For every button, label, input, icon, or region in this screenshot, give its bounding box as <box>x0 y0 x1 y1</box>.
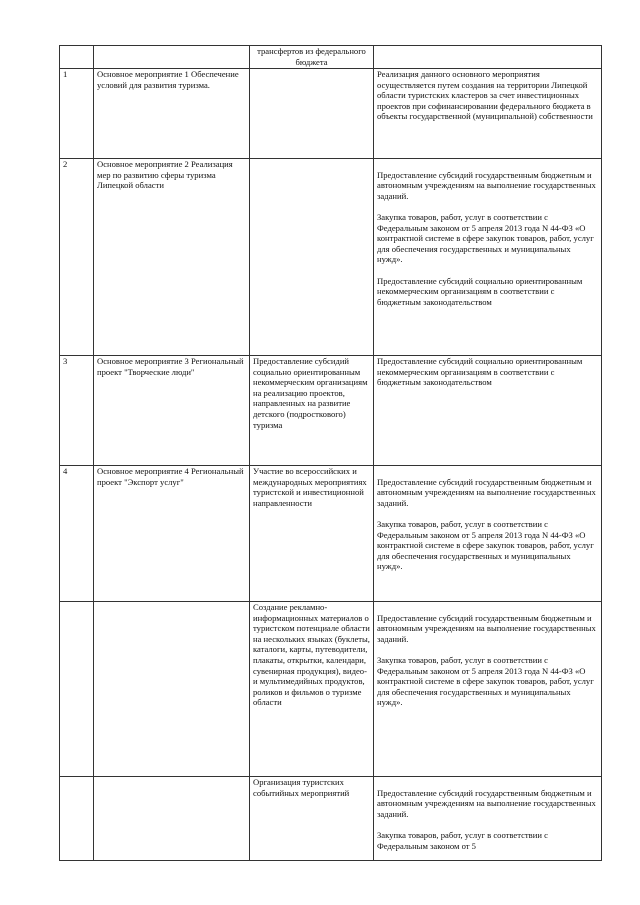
cell-direction: Создание рекламно-информационных материалов о туристском потенциале области на нескольких языках (буклеты, каталоги, карты, путеводители, плакаты, открытки, календари, сувенирная продукция), видео- и мультимедийных продуктов, роликов и фильмов о туризме области <box>250 602 374 777</box>
cell-number: 4 <box>60 466 94 602</box>
cell-name <box>94 777 250 861</box>
cell-mechanism <box>374 46 602 69</box>
cell-name <box>94 46 250 69</box>
cell-direction: Организация туристских событийных мероприятий <box>250 777 374 861</box>
table-row <box>60 777 602 861</box>
table-header-continuation-row <box>60 46 602 69</box>
table-row <box>60 159 602 356</box>
cell-mechanism <box>374 777 602 861</box>
mechanism-paragraph: Предоставление субсидий государственным бюджетным и автономным учреждениям на выполнение государственных заданий. <box>377 787 596 819</box>
cell-direction <box>250 69 374 159</box>
cell-name: Основное мероприятие 1 Обеспечение условий для развития туризма. <box>94 69 250 159</box>
mechanism-paragraph: Предоставление субсидий социально ориентированным некоммерческим организациям в соответствии с бюджетным законодательством <box>377 356 583 388</box>
cell-mechanism <box>374 356 602 466</box>
cell-direction: Предоставление субсидий социально ориентированным некоммерческим организациям на реализацию проектов, направленных на развитие детского (подросткового) туризма <box>250 356 374 466</box>
cell-mechanism <box>374 466 602 602</box>
mechanism-paragraph: Закупка товаров, работ, услуг в соответствии с Федеральным законом от 5 <box>377 829 548 851</box>
cell-direction: Участие во всероссийских и международных мероприятиях туристской и инвестиционной направленности <box>250 466 374 602</box>
cell-mechanism <box>374 159 602 356</box>
cell-number: 1 <box>60 69 94 159</box>
cell-mechanism <box>374 69 602 159</box>
table-row <box>60 69 602 159</box>
cell-number <box>60 46 94 69</box>
measures-table <box>59 45 602 861</box>
cell-number <box>60 777 94 861</box>
cell-number <box>60 602 94 777</box>
mechanism-paragraph: Предоставление субсидий государственным бюджетным и автономным учреждениям на выполнение государственных заданий. <box>377 612 596 644</box>
mechanism-paragraph: Закупка товаров, работ, услуг в соответствии с Федеральным законом от 5 апреля 2013 года N 44-ФЗ «О контрактной системе в сфере закупок товаров, работ, услуг для обеспечения государственных и муниципальных нужд». <box>377 211 594 265</box>
cell-name: Основное мероприятие 4 Региональный проект "Экспорт услуг" <box>94 466 250 602</box>
table-row <box>60 466 602 602</box>
cell-name <box>94 602 250 777</box>
table-row <box>60 356 602 466</box>
mechanism-paragraph: Реализация данного основного мероприятия осуществляется путем создания на территории Липецкой области туристских кластеров за счет инвестиционных проектов при софинансировании федерального бюджета в объекты государственной (муниципальной) собственности <box>377 69 593 122</box>
cell-number: 2 <box>60 159 94 356</box>
mechanism-paragraph: Предоставление субсидий государственным бюджетным и автономным учреждениям на выполнение государственных заданий. <box>377 476 596 508</box>
cell-name: Основное мероприятие 2 Реализация мер по развитию сферы туризма Липецкой области <box>94 159 250 356</box>
cell-number: 3 <box>60 356 94 466</box>
cell-direction: трансфертов из федерального бюджета <box>250 46 374 69</box>
mechanism-paragraph: Закупка товаров, работ, услуг в соответствии с Федеральным законом от 5 апреля 2013 года N 44-ФЗ «О контрактной системе в сфере закупок товаров, работ, услуг для обеспечения государственных и муниципальных нужд». <box>377 654 594 708</box>
cell-name: Основное мероприятие 3 Региональный проект "Творческие люди" <box>94 356 250 466</box>
cell-mechanism <box>374 602 602 777</box>
table-row <box>60 602 602 777</box>
mechanism-paragraph: Закупка товаров, работ, услуг в соответствии с Федеральным законом от 5 апреля 2013 года N 44-ФЗ «О контрактной системе в сфере закупок товаров, работ, услуг для обеспечения государственных и муниципальных нужд». <box>377 518 594 572</box>
mechanism-paragraph: Предоставление субсидий социально ориентированным некоммерческим организациям в соответствии с бюджетным законодательством <box>377 275 583 307</box>
cell-direction <box>250 159 374 356</box>
mechanism-paragraph: Предоставление субсидий государственным бюджетным и автономным учреждениям на выполнение государственных заданий. <box>377 169 596 201</box>
